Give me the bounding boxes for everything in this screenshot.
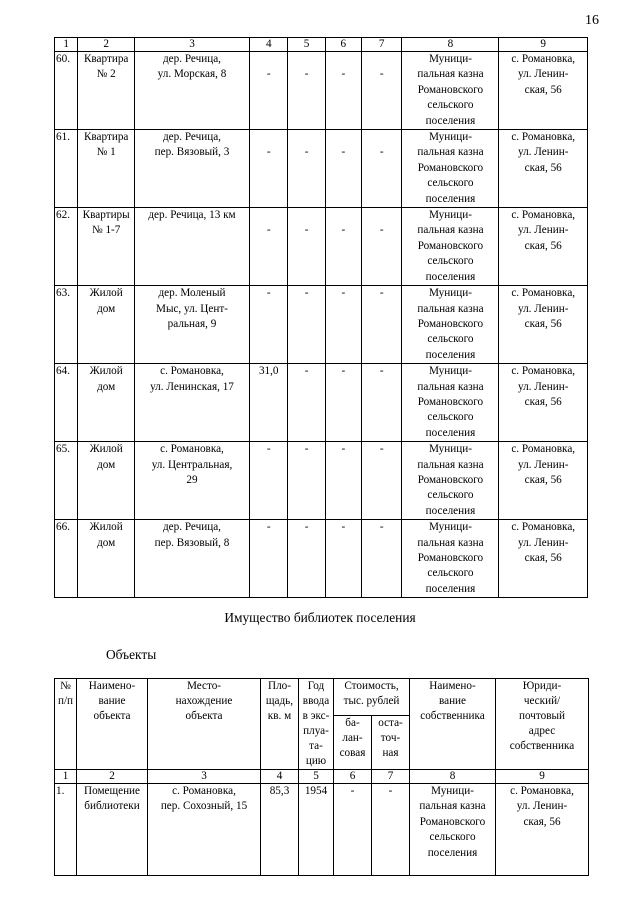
cell-line: с. Романовка, — [511, 287, 576, 300]
cell-object-name — [77, 784, 148, 876]
cell-line: поселения — [425, 192, 476, 205]
cell-owner-address — [499, 442, 588, 520]
cell-number: 64. — [55, 364, 78, 442]
cell-line: дер. Речица, — [162, 521, 221, 534]
cell-owner-address — [499, 130, 588, 208]
cell-location — [134, 130, 249, 208]
table-row — [55, 364, 588, 442]
cell-residual-cost: - — [361, 364, 402, 442]
cell-year: - — [288, 52, 325, 130]
cell-line: с. Романовка, — [511, 131, 576, 144]
cell-line: Муници- — [428, 131, 472, 144]
cell-owner-address — [499, 52, 588, 130]
cell-line: щадь, — [265, 695, 294, 707]
cell-line: с. Романовка, — [511, 53, 576, 65]
cell-line: ба- — [345, 716, 360, 729]
column-number: 6 — [325, 38, 361, 52]
cell-line: с. Романовка, — [160, 443, 224, 456]
cell-line: собственника — [420, 710, 485, 722]
cell-number: 66. — [55, 520, 78, 598]
cell-location — [134, 286, 249, 364]
cell-area: - — [250, 208, 288, 286]
cell-line: с. Романовка, — [511, 443, 576, 456]
cell-line: сельского — [427, 489, 474, 502]
cell-line: ская, 56 — [524, 83, 562, 96]
cell-line: с. Романовка, — [511, 209, 576, 222]
cell-object-name — [78, 442, 134, 520]
cell-line: вание — [438, 695, 467, 707]
column-number: 1 — [55, 38, 78, 52]
cell-line: с. Романовка, — [172, 785, 236, 797]
cell-line: Год — [307, 680, 325, 692]
header-residual — [372, 715, 410, 769]
cell-line: № 1 — [96, 146, 116, 159]
cell-number: 1. — [55, 784, 77, 876]
cell-line: ная — [382, 746, 399, 759]
cell-line: пер. Вязовый, 3 — [154, 146, 230, 159]
cell-line: совая — [339, 746, 366, 759]
cell-line: Муници- — [428, 521, 472, 534]
cell-line: ул. Ленин- — [518, 458, 569, 471]
section-title: Имущество библиотек поселения — [224, 610, 416, 625]
cell-line: Юриди- — [522, 680, 562, 692]
cell-line: пальная казна — [417, 68, 484, 81]
column-number: 6 — [334, 770, 372, 784]
cell-line: вание — [98, 695, 126, 707]
cell-line: объекта — [93, 710, 131, 722]
cell-line: Романовского — [417, 473, 484, 486]
cell-balance-cost: - — [325, 130, 361, 208]
column-number: 7 — [372, 770, 410, 784]
cell-line: поселения — [425, 504, 476, 517]
cell-year: - — [288, 286, 325, 364]
cell-object-name — [78, 520, 134, 598]
property-table-housing — [54, 37, 588, 598]
cell-balance-cost: - — [325, 208, 361, 286]
cell-area: - — [250, 442, 288, 520]
table-row — [55, 520, 588, 598]
header-area — [261, 679, 299, 770]
cell-line: ческий/ — [523, 695, 561, 707]
header-balance — [334, 715, 372, 769]
cell-line: Романовского — [417, 83, 484, 96]
cell-line: Жилой дом — [89, 365, 123, 393]
cell-line: цию — [305, 755, 327, 767]
column-number: 9 — [496, 770, 589, 784]
cell-line: ская, 56 — [524, 317, 562, 330]
page-number: 16 — [585, 13, 599, 28]
cell-line: ская, 56 — [523, 815, 561, 828]
header-cost — [334, 679, 410, 716]
cell-line: пальная казна — [419, 800, 486, 813]
header-year — [299, 679, 334, 770]
cell-line: Романовского — [417, 317, 484, 330]
cell-line: Жилой дом — [89, 443, 123, 471]
cell-line: пальная казна — [417, 458, 484, 471]
cell-line: с. Романовка, — [160, 365, 224, 378]
cell-line: Пло- — [268, 680, 291, 692]
cell-line: Помещение — [83, 785, 141, 797]
cell-line: та- — [309, 740, 323, 752]
cell-owner — [410, 784, 496, 876]
cell-line: ская, 56 — [524, 552, 562, 564]
cell-owner — [402, 520, 499, 598]
column-numbers-row — [55, 770, 589, 784]
cell-line: Квартира — [83, 53, 129, 65]
cell-line: Романовского — [417, 552, 484, 564]
cell-number: 65. — [55, 442, 78, 520]
cell-year: - — [288, 208, 325, 286]
cell-location — [134, 52, 249, 130]
cell-residual-cost: - — [361, 520, 402, 598]
column-number: 4 — [250, 38, 288, 52]
cell-line: объекта — [185, 710, 223, 722]
cell-line: поселения — [425, 348, 476, 361]
cell-line: ул. Ленин- — [518, 536, 569, 549]
cell-line: № — [60, 680, 71, 692]
cell-line: ская, 56 — [524, 161, 562, 174]
header-address — [496, 679, 589, 770]
cell-location — [134, 208, 249, 286]
column-number: 5 — [288, 38, 325, 52]
cell-line: ввода — [302, 695, 330, 707]
cell-balance-cost: - — [325, 364, 361, 442]
cell-line: ул. Ленинская, 17 — [150, 380, 234, 393]
cell-line: дер. Речица, — [162, 131, 221, 144]
cell-line: ул. Ленин- — [516, 800, 568, 813]
cell-line: Романовского — [417, 161, 484, 174]
cell-line: оста- — [378, 716, 403, 729]
cell-year: 1954 — [299, 784, 334, 876]
cell-owner — [402, 52, 499, 130]
cell-line: дер. Речица, 13 км — [148, 209, 236, 222]
column-number: 8 — [410, 770, 496, 784]
cell-line: Муници- — [428, 443, 472, 456]
cell-line: кв. м — [267, 710, 292, 722]
header-num — [55, 679, 77, 770]
column-number: 1 — [55, 770, 77, 784]
cell-residual-cost: - — [361, 208, 402, 286]
cell-owner-address — [496, 784, 589, 876]
cell-owner — [402, 364, 499, 442]
cell-line: ул. Ленин- — [518, 68, 569, 81]
cell-line: пальная казна — [417, 146, 484, 159]
column-number: 9 — [499, 38, 588, 52]
cell-line: ская, 56 — [524, 473, 562, 486]
cell-line: почтовый — [518, 710, 566, 722]
cell-line: ул. Морская, 8 — [157, 68, 227, 81]
cell-balance-cost: - — [325, 442, 361, 520]
column-number: 2 — [78, 38, 134, 52]
cell-residual-cost: - — [361, 442, 402, 520]
cell-owner-address — [499, 520, 588, 598]
cell-year: - — [288, 520, 325, 598]
column-number: 7 — [361, 38, 402, 52]
cell-balance-cost: - — [325, 520, 361, 598]
cell-balance-cost: - — [325, 52, 361, 130]
cell-line: пальная казна — [417, 536, 484, 549]
cell-line: библиотеки — [84, 800, 140, 813]
cell-line: Муници- — [428, 365, 472, 378]
column-number: 5 — [299, 770, 334, 784]
cell-location — [134, 520, 249, 598]
cell-line: нахождение — [175, 695, 233, 707]
cell-line: Жилой дом — [89, 521, 123, 549]
cell-line: поселения — [425, 426, 476, 439]
cell-line: с. Романовка, — [511, 521, 576, 534]
cell-line: поселения — [427, 846, 478, 859]
cell-owner — [402, 286, 499, 364]
cell-line: ская, 56 — [524, 239, 562, 252]
cell-area: - — [250, 52, 288, 130]
cell-line: ул. Ленин- — [518, 224, 569, 237]
table-row — [55, 286, 588, 364]
cell-line: сельского — [427, 333, 474, 346]
cell-line: ул. Центральная, — [151, 458, 233, 471]
cell-line: Муници- — [428, 209, 472, 222]
property-table-libraries — [54, 678, 589, 876]
cell-location — [134, 364, 249, 442]
cell-area: 85,3 — [261, 784, 299, 876]
header-location — [148, 679, 261, 770]
cell-line: Наимено- — [429, 680, 476, 692]
cell-line: Муници- — [428, 287, 472, 300]
cell-line: Квартира — [83, 131, 129, 144]
cell-line: сельского — [427, 411, 474, 424]
cell-owner-address — [499, 208, 588, 286]
cell-owner-address — [499, 286, 588, 364]
cell-location — [148, 784, 261, 876]
cell-residual-cost: - — [361, 286, 402, 364]
cell-owner-address — [499, 364, 588, 442]
cell-line: Романовского — [419, 815, 486, 828]
cell-line: тыс. рублей — [343, 695, 400, 707]
table-row — [55, 52, 588, 130]
cell-line: Квартиры — [82, 209, 130, 222]
header-name — [77, 679, 148, 770]
cell-number: 60. — [55, 52, 78, 130]
cell-line: ул. Ленин- — [518, 146, 569, 159]
cell-year: - — [288, 364, 325, 442]
column-numbers-row — [55, 38, 588, 52]
header-owner — [410, 679, 496, 770]
cell-line: плуа- — [303, 725, 329, 737]
column-number: 8 — [402, 38, 499, 52]
header-row — [55, 679, 589, 716]
cell-line: поселения — [425, 114, 476, 127]
cell-line: с. Романовка, — [511, 365, 576, 378]
cell-owner — [402, 208, 499, 286]
cell-line: сельского — [427, 567, 474, 580]
cell-object-name — [78, 52, 134, 130]
cell-line: в экс- — [302, 710, 330, 722]
cell-line: 29 — [186, 473, 198, 486]
cell-line: дер. Моленый — [158, 287, 226, 300]
cell-object-name — [78, 130, 134, 208]
cell-location — [134, 442, 249, 520]
table-row — [55, 784, 589, 876]
cell-line: ская, 56 — [524, 395, 562, 408]
cell-line: Муници- — [431, 785, 474, 797]
cell-object-name — [78, 364, 134, 442]
cell-line: № 2 — [96, 68, 116, 81]
cell-line: адрес — [528, 725, 556, 737]
cell-line: пер. Вязовый, 8 — [154, 536, 230, 549]
subheading-objects: Объекты — [106, 647, 157, 662]
cell-area: - — [250, 286, 288, 364]
cell-balance-cost: - — [334, 784, 372, 876]
table-row — [55, 130, 588, 208]
column-number: 3 — [134, 38, 249, 52]
cell-line: собственника — [509, 740, 575, 752]
cell-line: ул. Ленин- — [518, 380, 569, 393]
cell-line: Муници- — [428, 53, 472, 65]
cell-year: - — [288, 130, 325, 208]
cell-line: Наимено- — [88, 680, 136, 692]
cell-line: лан- — [342, 731, 363, 744]
cell-residual-cost: - — [361, 130, 402, 208]
cell-area: 31,0 — [250, 364, 288, 442]
cell-balance-cost: - — [325, 286, 361, 364]
cell-line: пальная казна — [417, 302, 484, 315]
cell-line: с. Романовка, — [510, 785, 574, 797]
cell-object-name — [78, 286, 134, 364]
cell-line: п/п — [57, 695, 74, 707]
column-number: 3 — [148, 770, 261, 784]
cell-line: поселения — [425, 582, 476, 595]
column-number: 2 — [77, 770, 148, 784]
cell-line: ральная, 9 — [167, 317, 217, 330]
cell-line: сельского — [427, 99, 474, 112]
cell-owner — [402, 130, 499, 208]
cell-line: Стоимость, — [344, 680, 399, 692]
cell-number: 61. — [55, 130, 78, 208]
cell-line: дер. Речица, — [162, 53, 221, 65]
cell-line: точ- — [380, 731, 401, 744]
cell-line: Романовского — [417, 239, 484, 252]
cell-line: пальная казна — [417, 380, 484, 393]
cell-number: 63. — [55, 286, 78, 364]
cell-line: пальная казна — [417, 224, 484, 237]
table-row — [55, 208, 588, 286]
table-row — [55, 442, 588, 520]
cell-line: пер. Сохозный, 15 — [160, 800, 248, 813]
cell-line: Мыс, ул. Цент- — [156, 302, 228, 315]
cell-line: Жилой дом — [89, 287, 123, 315]
column-number: 4 — [261, 770, 299, 784]
cell-line: ул. Ленин- — [518, 302, 569, 315]
cell-line: сельского — [427, 177, 474, 190]
cell-line: Романовского — [417, 395, 484, 408]
cell-year: - — [288, 442, 325, 520]
cell-area: - — [250, 130, 288, 208]
cell-line: сельского — [429, 831, 476, 844]
cell-object-name — [78, 208, 134, 286]
cell-line: № 1-7 — [91, 224, 121, 237]
cell-line: поселения — [425, 270, 476, 283]
cell-residual-cost: - — [361, 52, 402, 130]
cell-line: Место- — [186, 680, 222, 692]
cell-owner — [402, 442, 499, 520]
cell-residual-cost: - — [372, 784, 410, 876]
cell-area: - — [250, 520, 288, 598]
cell-line: сельского — [427, 255, 474, 268]
cell-number: 62. — [55, 208, 78, 286]
